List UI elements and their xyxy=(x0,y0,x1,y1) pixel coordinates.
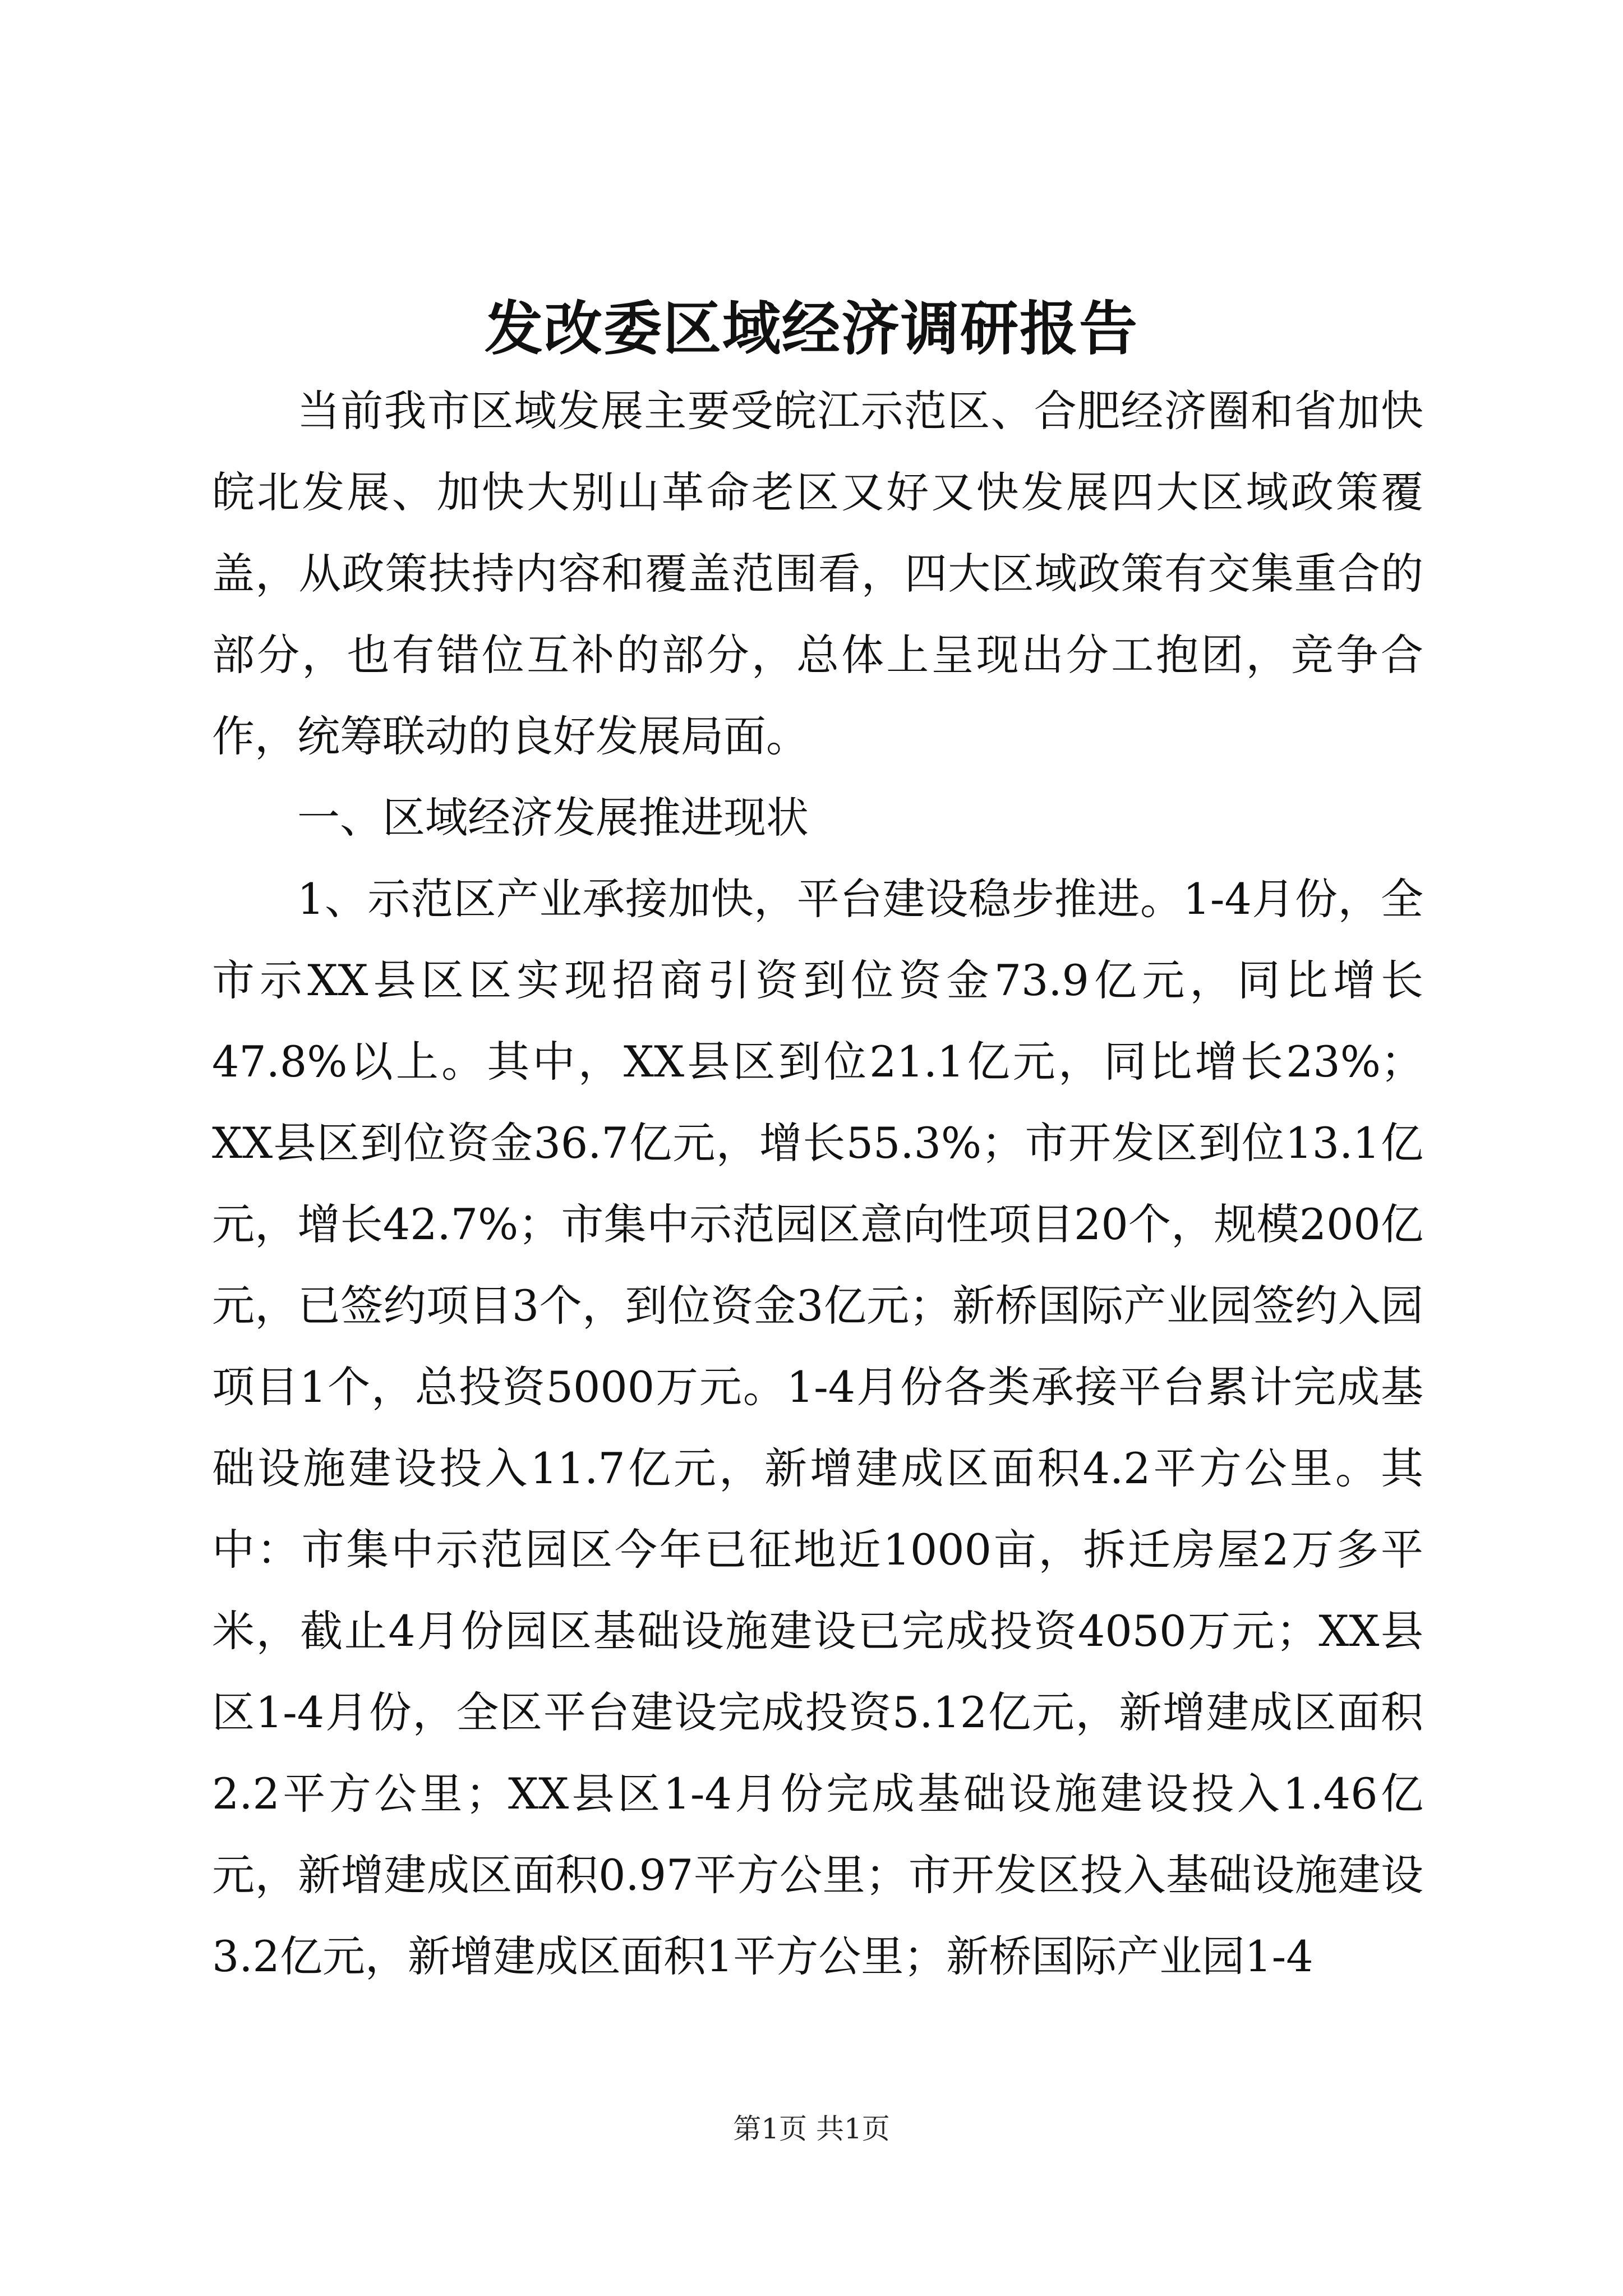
page-footer: 第1页 共1页 xyxy=(733,2113,890,2145)
paragraph-intro: 当前我市区域发展主要受皖江示范区、合肥经济圈和省加快皖北发展、加快大别山革命老区又好又快发展四大区域政策覆盖，从政策扶持内容和覆盖范围看，四大区域政策有交集重合的部分，也有错位互补的部分，总体上呈现出分工抱团，竞争合作，统筹联动的良好发展局面。 xyxy=(212,386,1423,761)
paragraph-section-1: 1、示范区产业承接加快，平台建设稳步推进。1-4月份，全市示XX县区区实现招商引资到位资金73.9亿元，同比增长47.8%以上。其中，XX县区到位21.1亿元，同比增长23%；XX县区到位资金36.7亿元，增长55.3%；市开发区到位13.1亿元，增长42.7%；市集中示范园区意向性项目20个，规模200亿元，已签约项目3个，到位资金3亿元；新桥国际产业园签约入园项目1个，总投资5000万元。1-4月份各类承接平台累计完成基础设施建设投入11.7亿元，新增建成区面积4.2平方公里。其中：市集中示范园区今年已征地近1000亩，拆迁房屋2万多平米，截止4月份园区基础设施建设已完成投资4050万元；XX县区1-4月份，全区平台建设完成投资5.12亿元，新增建成区面积2.2平方公里；XX县区1-4月份完成基础设施建设投入1.46亿元，新增建成区面积0.97平方公里；市开发区投入基础设施建设3.2亿元，新增建成区面积1平方公里；新桥国际产业园1-4 xyxy=(212,874,1423,1981)
section-heading: 一、区域经济发展推进现状 xyxy=(297,793,809,843)
document-title: 发改委区域经济调研报告 xyxy=(484,294,1138,363)
document-body xyxy=(212,370,1423,1997)
